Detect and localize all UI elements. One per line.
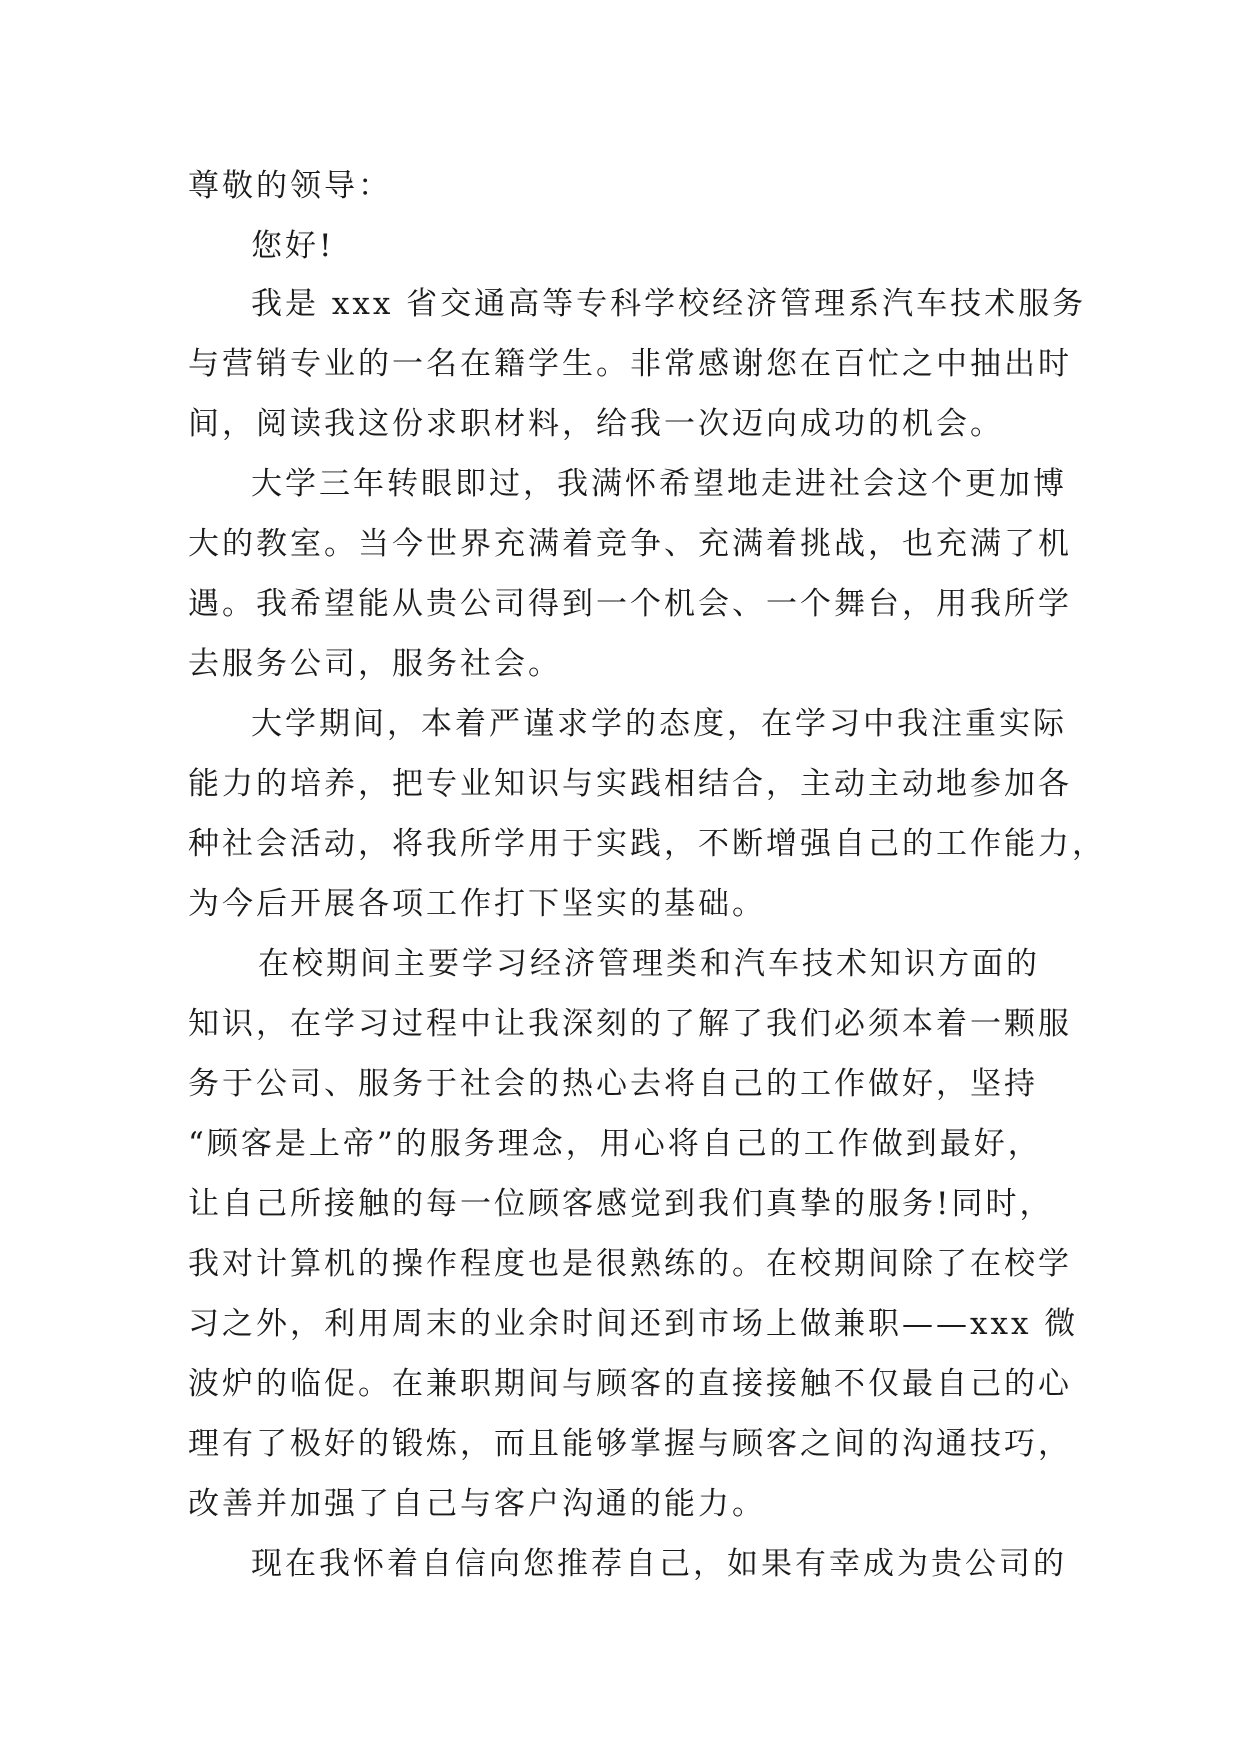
body-line: 种社会活动，将我所学用于实践，不断增强自己的工作能力， [188,826,1106,862]
body-line: 能力的培养，把专业知识与实践相结合，主动主动地参加各 [188,766,1072,802]
body-line: 遇。我希望能从贵公司得到一个机会、一个舞台，用我所学 [188,586,1072,622]
body-line: 习之外，利用周末的业余时间还到市场上做兼职——xxx 微 [188,1306,1079,1342]
body-line: 知识，在学习过程中让我深刻的了解了我们必须本着一颗服 [188,1006,1072,1042]
body-line: 间，阅读我这份求职材料，给我一次迈向成功的机会。 [188,406,1004,442]
body-line: 我对计算机的操作程度也是很熟练的。在校期间除了在校学 [188,1246,1072,1282]
body-line: 去服务公司，服务社会。 [188,646,562,682]
body-line: 改善并加强了自己与客户沟通的能力。 [188,1486,766,1522]
body-line: 为今后开展各项工作打下坚实的基础。 [188,886,766,922]
body-line: 波炉的临促。在兼职期间与顾客的直接接触不仅最自己的心 [188,1366,1072,1402]
greeting: 您好! [251,228,335,264]
body-line: “顾客是上帝”的服务理念，用心将自己的工作做到最好， [188,1126,1042,1162]
body-line: 让自己所接触的每一位顾客感觉到我们真挚的服务!同时， [188,1186,1054,1222]
body-line: 大学三年转眼即过，我满怀希望地走进社会这个更加博 [251,466,1067,502]
body-line: 大的教室。当今世界充满着竞争、充满着挑战，也充满了机 [188,526,1072,562]
body-line: 务于公司、服务于社会的热心去将自己的工作做好，坚持 [188,1066,1038,1102]
body-line: 现在我怀着自信向您推荐自己，如果有幸成为贵公司的 [251,1546,1067,1582]
body-line: 与营销专业的一名在籍学生。非常感谢您在百忙之中抽出时 [188,346,1072,382]
salutation: 尊敬的领导： [188,168,392,204]
body-line: 在校期间主要学习经济管理类和汽车技术知识方面的 [258,946,1040,982]
body-line: 理有了极好的锻炼，而且能够掌握与顾客之间的沟通技巧， [188,1426,1072,1462]
body-line: 大学期间，本着严谨求学的态度，在学习中我注重实际 [251,706,1067,742]
body-line: 我是 xxx 省交通高等专科学校经济管理系汽车技术服务 [251,286,1087,322]
